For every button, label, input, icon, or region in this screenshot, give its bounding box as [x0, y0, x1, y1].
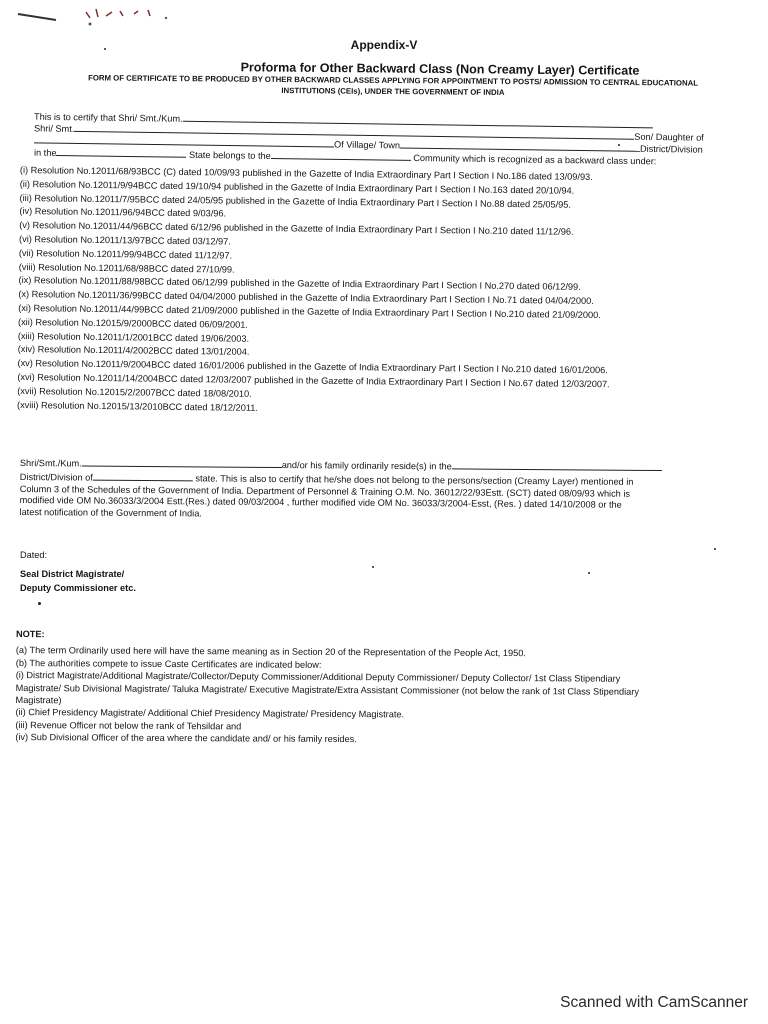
scan-speck: [104, 48, 106, 50]
scan-speck: [618, 144, 620, 146]
note-line: (iv) Sub Divisional Officer of the area where the candidate and/ or his family resides.: [15, 732, 357, 745]
district-blank: [56, 146, 186, 158]
cert2-line-1-mid: and/or his family ordinarily reside(s) in the: [281, 460, 452, 472]
camscanner-watermark: Scanned with CamScanner: [560, 994, 748, 1011]
division-blank: [93, 470, 193, 481]
resolution-item: (v) Resolution No.12011/44/96BCC dated 6/12/96 published in the Gazette of India Extraordinary Part I Section I No.210 dated 11/12/96.: [19, 220, 574, 237]
deputy-label: Deputy Commissioner etc.: [20, 583, 136, 593]
note-line: Magistrate): [15, 695, 62, 706]
resolution-item: (xiv) Resolution No.12011/4/2002BCC dated 13/01/2004.: [17, 344, 250, 358]
note-line: (b) The authorities compete to issue Caste Certificates are indicated below:: [15, 657, 322, 670]
community-blank: [271, 149, 411, 161]
note-line: (a) The term Ordinarily used here will have the same meaning as in Section 20 of the Representation of the People Act, 1950.: [15, 645, 526, 659]
resolution-item: (i) Resolution No.12011/68/93BCC (C) dated 10/09/93 published in the Gazette of India Extraordinary Part I Section I No.186 dated 13/09/93.: [19, 164, 593, 182]
community-label: Community which is recognized as a backward class under:: [413, 152, 657, 167]
cert-line-4-prefix: in the: [33, 147, 57, 158]
resolution-item: (xviii) Resolution No.12015/13/2010BCC dated 18/12/2011.: [17, 399, 259, 413]
state-label: State belongs to the: [188, 149, 271, 161]
appendix-label: Appendix-V: [350, 38, 418, 52]
resolution-item: (viii) Resolution No.12011/68/98BCC dated 27/10/99.: [18, 261, 235, 275]
signature-block: [20, 548, 136, 596]
resolution-item: (ii) Resolution No.12011/9/94BCC dated 19/10/94 published in the Gazette of India Extraordinary Part I Section I No.163 dated 20/10/94.: [19, 178, 575, 196]
resolutions-list: [17, 164, 750, 421]
document-subtitle: [48, 72, 738, 100]
cert2-line-4: modified vide OM No.36033/3/2004 Estt.(Res.) dated 09/03/2004 , further modified vide OM No. 36033/3/2004-Esst, (Res. ) dated 14/10/2008 or the: [19, 495, 622, 511]
cert2-line-1-prefix: Shri/Smt./Kum.: [19, 457, 82, 469]
resolution-item: (vii) Resolution No.12011/99/94BCC dated 11/12/97.: [18, 247, 233, 261]
document-title: Proforma for Other Backward Class (Non Creamy Layer) Certificate: [240, 60, 640, 78]
cert2-line-2-rest: state. This is also to certify that he/she does not belong to the persons/section (Creamy Layer) mentioned in: [195, 473, 634, 487]
resolution-item: (ix) Resolution No.12011/88/98BCC dated 06/12/99 published in the Gazette of India Extraordinary Part I Section I No.270 dated 06/12/99.: [18, 275, 581, 293]
resolution-item: (x) Resolution No.12011/36/99BCC dated 04/04/2000 published in the Gazette of India Extraordinary Part I Section I No.71 dated 04/04/2000.: [18, 289, 594, 307]
cert-line-2-prefix: Shri/ Smt.: [33, 123, 75, 134]
village-blank: [400, 138, 640, 151]
resolution-item: (xv) Resolution No.12011/9/2004BCC dated 16/01/2006 published in the Gazette of India Extraordinary Part I Section I No.210 dated 16/01/2006.: [17, 358, 608, 376]
scan-speck: [38, 602, 41, 605]
note-line: Magistrate/ Sub Divisional Magistrate/ Taluka Magistrate/ Executive Magistrate/Extra Assistant Commissioner (not below the rank of 1st Class Stipendiary: [15, 682, 639, 697]
applicant-blank: [82, 456, 282, 468]
subtitle-line-2: INSTITUTIONS (CEIs), UNDER THE GOVERNMENT OF INDIA: [281, 86, 505, 97]
note-line: (i) District Magistrate/Additional Magistrate/Collector/Deputy Commissioner/Additional Deputy Commissioner/ Deputy Collector/ 1st Class Stipendiary: [15, 670, 621, 684]
scan-speck: [588, 572, 590, 574]
resolution-item: (xvi) Resolution No.12011/14/2004BCC dated 12/03/2007 published in the Gazette of India Extraordinary Part I Section I No.67 dated 12/03/2007.: [17, 371, 610, 390]
scan-speck: [714, 548, 716, 550]
scan-smudge-icon: [16, 6, 186, 32]
cert-line-2-suffix: Son/ Daughter of: [634, 131, 704, 143]
notes-section: [15, 628, 756, 748]
resolution-item: (xiii) Resolution No.12011/1/2001BCC dated 19/06/2003.: [17, 330, 250, 344]
note-line: (ii) Chief Presidency Magistrate/ Additional Chief Presidency Magistrate/ Presidency Magistrate.: [15, 707, 405, 720]
dated-label: Dated:: [20, 550, 48, 560]
notes-heading: NOTE:: [15, 629, 45, 640]
resolution-item: (xvii) Resolution No.12015/2/2007BCC dated 18/08/2010.: [17, 385, 252, 399]
cert2-line-5: latest notification of the Government of India.: [19, 507, 202, 519]
residence-blank: [452, 459, 662, 471]
district-label: District/Division: [639, 143, 703, 155]
seal-label: Seal District Magistrate/: [20, 568, 125, 579]
resolution-item: (vi) Resolution No.12011/13/97BCC dated 03/12/97.: [19, 233, 231, 247]
cert2-line-3: Column 3 of the Schedules of the Government of India. Department of Personnel & Training O.M. No. 36012/22/93Estt. (SCT) dated 08/09/93 which is: [19, 483, 631, 499]
creamy-layer-paragraph: [20, 456, 760, 525]
resolution-item: (iv) Resolution No.12011/96/94BCC dated 9/03/96.: [19, 206, 227, 219]
resolution-item: (xii) Resolution No.12015/9/2000BCC dated 06/09/2001.: [18, 316, 248, 330]
note-line: (iii) Revenue Officer not below the rank of Tehsildar and: [15, 719, 242, 732]
cert2-line-2-prefix: District/Division of: [19, 471, 93, 483]
cert-line-1-text: This is to certify that Shri/ Smt./Kum.: [33, 111, 183, 124]
scan-speck: [372, 566, 374, 568]
village-label: Of Village/ Town: [333, 139, 401, 151]
resolution-item: (iii) Resolution No.12011/7/95BCC dated 24/05/95 published in the Gazette of India Extraordinary Part I Section I No.88 dated 25/05/95.: [19, 192, 572, 210]
resolution-item: (xi) Resolution No.12011/44/99BCC dated 21/09/2000 published in the Gazette of India Extraordinary Part I Section I No.210 dated 21/09/2000.: [18, 302, 601, 321]
subtitle-line-1: FORM OF CERTIFICATE TO BE PRODUCED BY OTHER BACKWARD CLASSES APPLYING FOR APPOINTMENT TO POSTS/ ADMISSION TO CENTRAL EDUCATIONAL: [88, 73, 699, 88]
